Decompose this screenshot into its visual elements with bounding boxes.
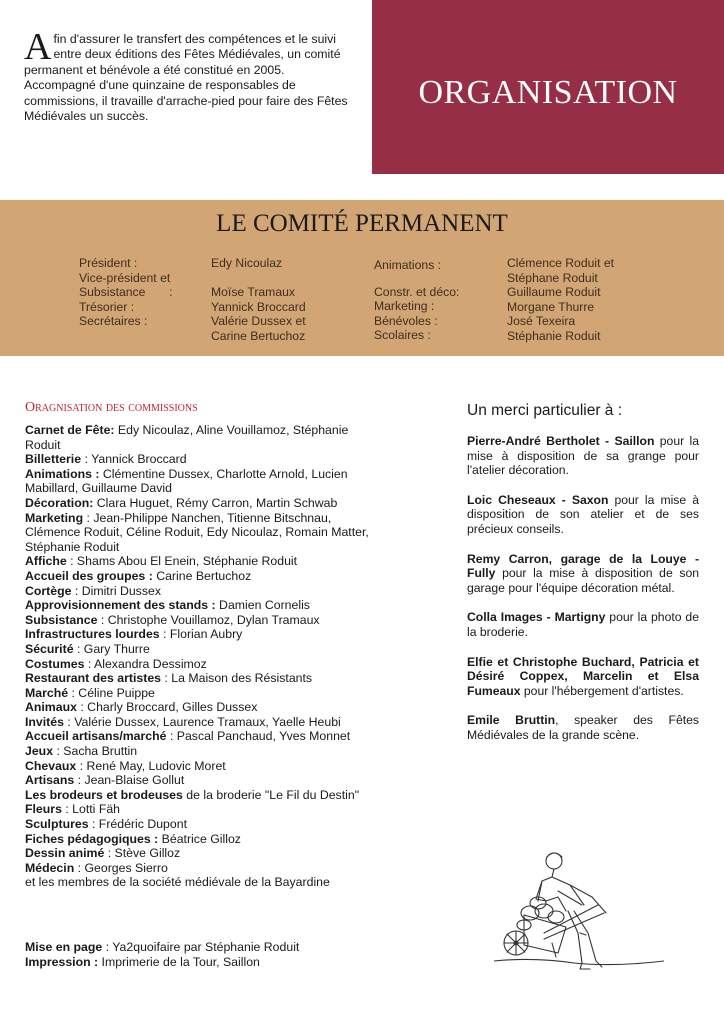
commission-label: Accueil artisans/marché [25,729,167,744]
merci-label: Loic Cheseaux - Saxon [467,492,609,507]
comite-role: Secrétaires : [79,314,148,329]
commission-item [25,788,387,803]
commission-item [25,832,387,847]
comite-name: Valérie Dussex et [211,314,306,329]
page-title: ORGANISATION [418,74,678,111]
merci-item [467,552,699,596]
merci-label: Elfie et Christophe Buchard, Patricia et Désiré Coppex, Marcelin et Elsa Fumeaux [467,654,699,698]
comite-name: Clémence Roduit et [507,256,615,270]
commission-item [25,846,387,861]
commission-item [25,861,387,876]
merci-value: pour la mise à disposition de son atelier et de ses précieux conseils. [467,492,699,536]
merci-title: Un merci particulier à : [467,402,623,419]
commission-value: Béatrice Gilloz [158,831,241,846]
merci-label: Remy Carron, garage de la Louye - Fully [467,551,699,581]
commission-label: Invités [25,714,64,729]
commission-item [25,657,387,672]
comite-name: Stéphanie Roduit [507,328,601,343]
intro-paragraph [24,26,354,124]
commission-value: de la broderie "Le Fil du Destin" [182,787,360,802]
commission-label: Cortège [25,583,72,598]
merci-label: Colla Images - Martigny [467,610,606,625]
comite-title: LE COMITÉ PERMANENT [216,210,508,237]
merci-item [467,655,699,699]
commission-item [25,423,387,452]
comite-permanent-band [0,200,724,356]
merci-label: Emile Bruttin [467,713,556,728]
commission-label: Approvisionnement des stands : [25,598,216,613]
credit-item [25,955,387,970]
commission-label: Les brodeurs et brodeuses [25,787,183,802]
comite-roles-column [79,256,172,329]
commission-item [25,759,387,774]
commission-value: : Frédéric Dupont [88,817,187,832]
comite-role [374,273,459,285]
commission-value: Carine Bertuchoz [152,568,252,583]
commission-item [25,700,387,715]
commission-item [25,613,387,628]
intro-dropcap: A [24,26,52,68]
commission-label: Restaurant des artistes [25,671,162,686]
commission-label: Marketing [25,510,84,525]
commission-label: Accueil des groupes : [25,568,153,583]
commission-label: Carnet de Fête: [25,423,115,437]
commission-value: : Valérie Dussex, Laurence Tramaux, Yaelle Heubi [63,714,341,729]
commission-label: Animaux [25,700,77,715]
intro-text: fin d'assurer le transfert des compétences et le suivi entre deux éditions des Fêtes Médiévales, un comité permanent et bénévole a été constitué en 2005. Accompagné d'une quinzaine de responsables de commissions, il travaille d'arrache-pied pour faire des Fêtes Médiévales un succès. [24,32,348,124]
commission-label: Fiches pédagogiques : [25,831,159,846]
merci-value: pour la mise à disposition de son garage pour l'équipe décoration métal. [467,566,699,595]
commission-value: : Gary Thurre [73,641,150,656]
comite-name: Yannick Broccard [211,299,306,314]
comite-role: Trésorier : [79,299,135,314]
credit-label: Mise en page [25,940,103,954]
commission-value: : La Maison des Résistants [161,671,313,686]
comite-role: Bénévoles : [374,313,438,328]
credit-item [25,940,387,955]
peasant-with-wheelbarrow-illustration [494,845,664,975]
commission-value: : Christophe Vouillamoz, Dylan Tramaux [97,612,320,627]
commission-item [25,715,387,730]
commission-label: Médecin [25,860,75,875]
commission-label: Décoration: [25,495,94,510]
commission-label: Subsistance [25,612,98,627]
commission-item [25,467,387,496]
commission-item [25,642,387,657]
commission-item [25,598,387,613]
comite-names-column-right [507,256,614,344]
commission-label: Dessin animé [25,846,105,861]
commission-item [25,554,387,569]
commission-value: : Shams Abou El Enein, Stéphanie Roduit [66,554,298,569]
merci-value: pour l'hébergement d'artistes. [520,683,684,698]
commission-value: : Sacha Bruttin [53,744,138,759]
commission-item [25,729,387,744]
credit-label: Impression : [25,955,99,969]
commission-value: : Lotti Fäh [61,802,121,817]
commission-value: Edy Nicoulaz, Aline Vouillamoz, Stéphanie Roduit [25,423,349,452]
commission-value: Clémentine Dussex, Charlotte Arnold, Lucien Mabillard, Guillaume David [25,466,348,496]
commission-value: : Yannick Broccard [81,452,187,467]
comite-role: Animations : [374,258,442,272]
commission-label: Animations : [25,466,100,481]
commission-item [25,511,387,555]
commission-value: : Jean-Philippe Nanchen, Titienne Bitschnau, Clémence Roduit, Céline Roduit, Edy Nicoulaz, Romain Matter, Stéphanie Roduit [25,510,369,554]
comite-role: Président : [79,256,138,270]
comite-role: Marketing : [374,299,435,314]
comite-name: José Texeira [507,314,576,329]
credits-block [25,940,387,970]
commission-item [25,496,387,511]
commission-label: Sécurité [25,641,74,656]
commission-label: Billetterie [25,452,82,467]
merci-label: Pierre-André Bertholet - Saillon [467,434,655,448]
comite-role: Vice-président et [79,270,171,285]
commission-item [25,627,387,642]
commission-label: Marché [25,685,69,700]
comite-roles-column-right [374,256,459,343]
commission-item [25,584,387,599]
title-banner [372,0,724,174]
comite-name: Carine Bertuchoz [211,328,306,343]
commission-label: Fleurs [25,802,62,817]
commission-value: : Dimitri Dussex [71,583,161,598]
commission-value: Clara Huguet, Rémy Carron, Martin Schwab [93,495,338,510]
commission-item [25,569,387,584]
commission-value: : Jean-Blaise Gollut [74,773,185,788]
commission-label: Chevaux [25,758,77,773]
commission-value: : René May, Ludovic Moret [76,758,226,773]
comite-names-column [211,256,306,344]
commission-item [25,773,387,788]
merci-item [467,493,699,537]
merci-value: pour la mise à disposition de sa grange pour l'atelier décoration. [467,434,699,478]
commission-value: : Charly Broccard, Gilles Dussex [76,700,258,715]
commission-item [25,686,387,701]
commission-label: Sculptures [25,817,89,832]
comite-name: Moïse Tramaux [211,285,295,300]
commission-value: : Alexandra Dessimoz [84,656,207,671]
credit-value: : Ya2quoifaire par Stéphanie Roduit [102,940,300,954]
merci-list [467,434,699,758]
commission-label: Infrastructures lourdes [25,627,160,642]
commission-item [25,817,387,832]
commission-item [25,744,387,759]
merci-value: , speaker des Fêtes Médiévales de la grande scène. [467,713,699,742]
commission-value: : Pascal Panchaud, Yves Monnet [166,729,351,744]
commission-item [25,802,387,817]
commission-label: Artisans [25,773,75,788]
commission-value: et les membres de la société médiévale de la Bayardine [25,875,330,890]
commission-value: : Stève Gilloz [104,846,181,861]
commission-item [25,452,387,467]
merci-item [467,434,699,478]
comite-role: Scolaires : [374,328,431,343]
comite-name: Guillaume Roduit [507,285,601,300]
commission-label: Jeux [25,744,54,759]
merci-value: pour la photo de la broderie. [467,610,699,639]
orga-section-title: Oragnisation des commissions [25,400,198,415]
commission-item [25,671,387,686]
commission-value: : Florian Aubry [159,627,243,642]
commission-label: Costumes [25,656,85,671]
commission-item [25,875,387,890]
comite-name [211,271,306,286]
merci-item [467,610,699,639]
comite-name: Edy Nicoulaz [211,256,283,270]
merci-item [467,713,699,742]
commission-value: : Céline Puippe [68,685,155,700]
commission-value: Damien Cornelis [215,598,310,613]
orga-commission-list [25,423,387,890]
comite-role: Constr. et déco: [374,284,460,299]
comite-name: Stéphane Roduit [507,270,598,285]
commission-value: : Georges Sierro [74,860,168,875]
comite-name: Morgane Thurre [507,299,595,314]
comite-role: Subsistance : [79,285,173,300]
credit-value: Imprimerie de la Tour, Saillon [98,955,260,969]
commission-label: Affiche [25,554,67,569]
